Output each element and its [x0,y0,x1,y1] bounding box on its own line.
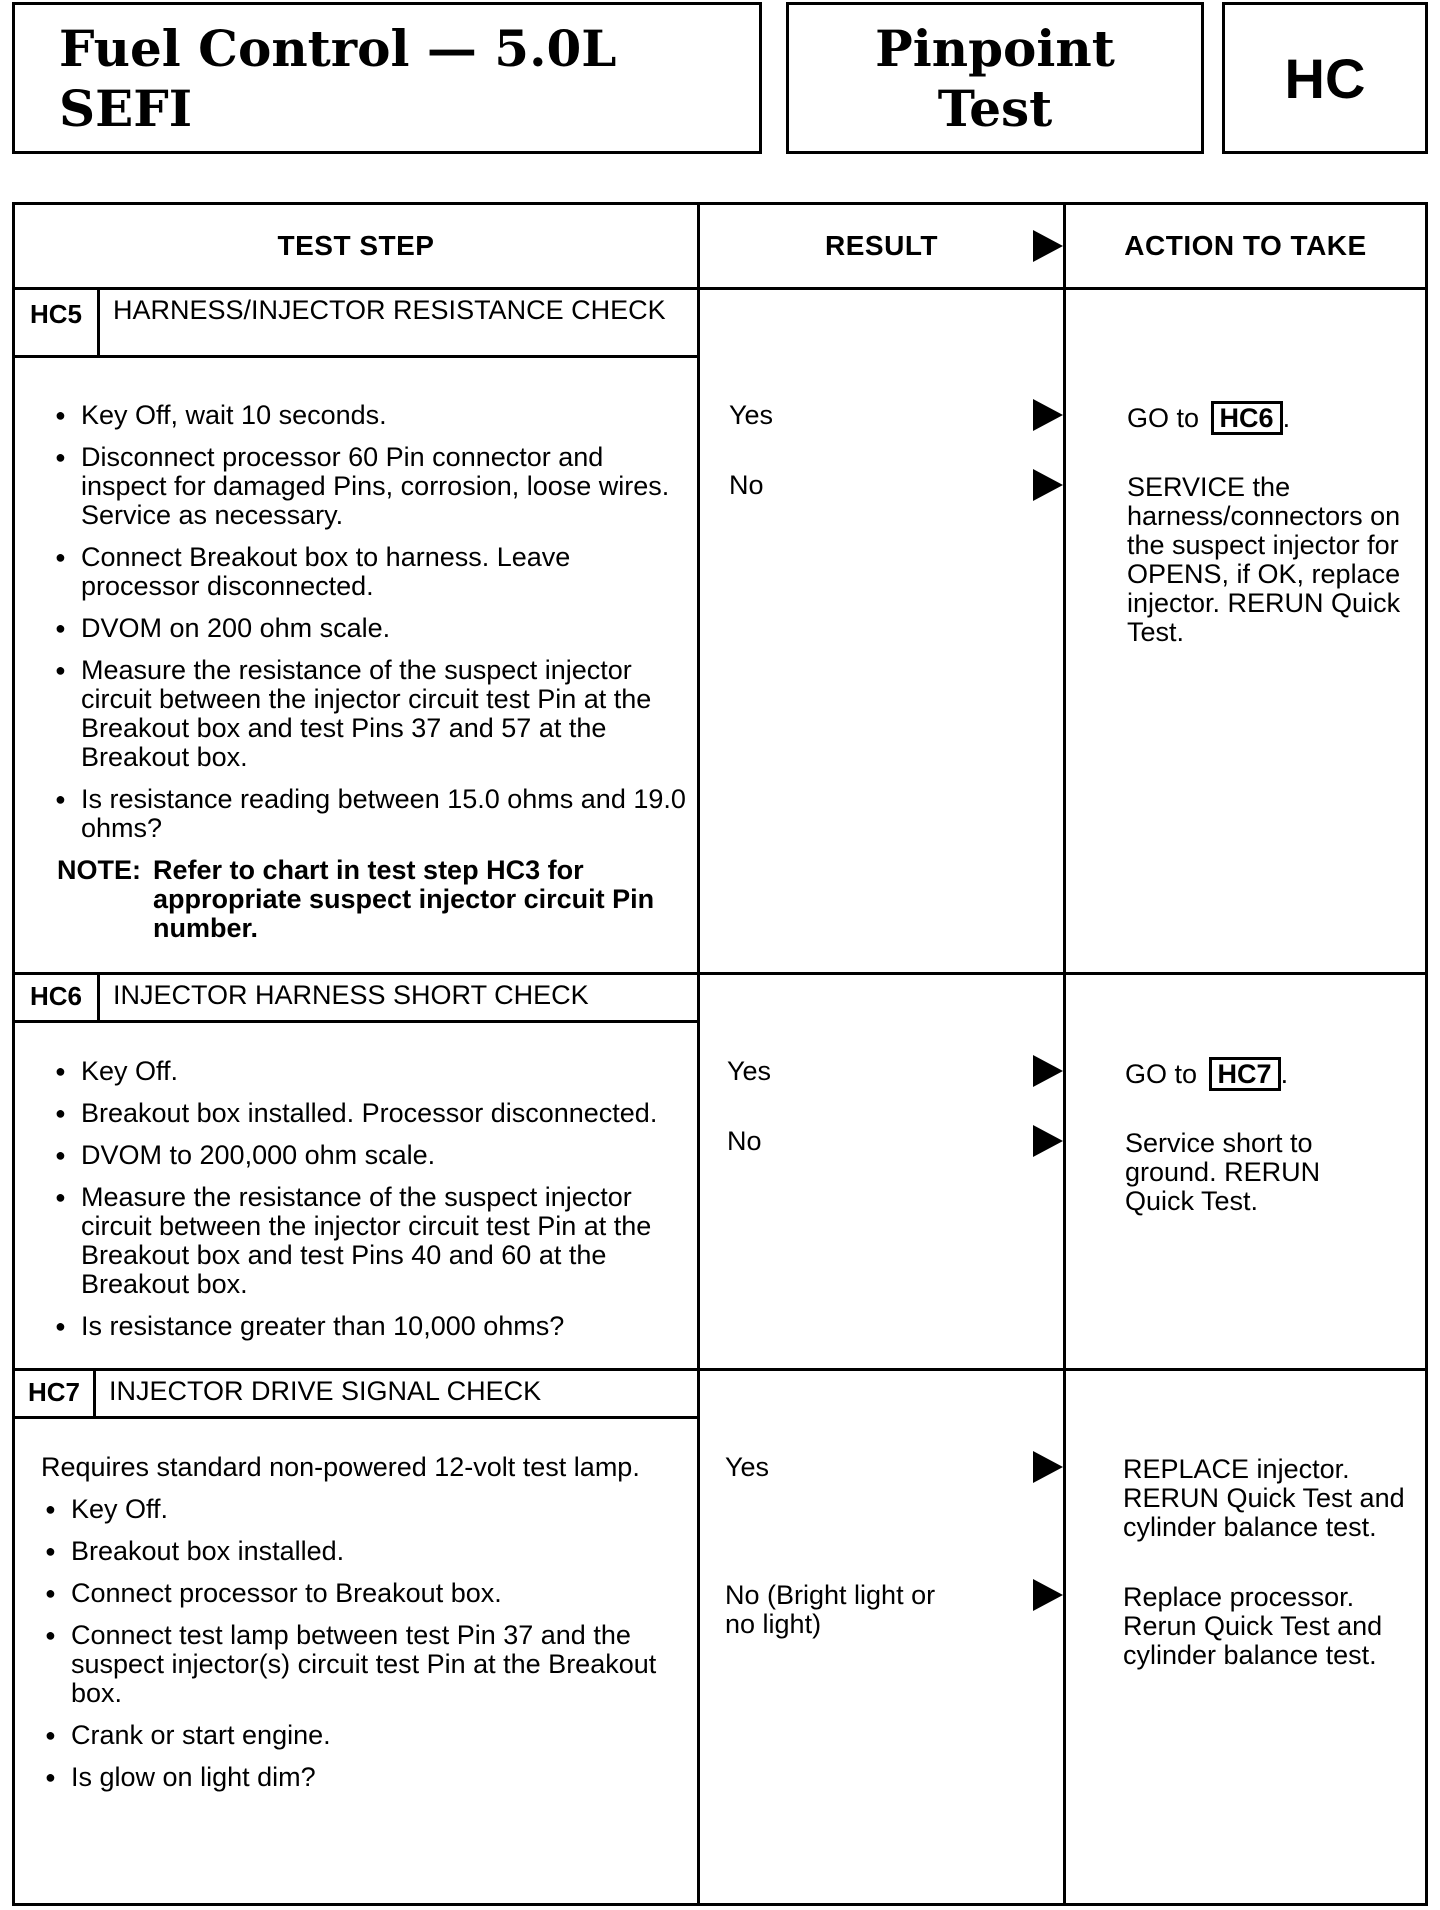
hc6-result-yes: Yes [727,1056,772,1086]
hc7-step-title: INJECTOR DRIVE SIGNAL CHECK [109,1376,542,1406]
hc6-action-no: Service short to ground. RERUN Quick Test. [1125,1128,1321,1216]
hc6-goto-suffix: . [1280,1059,1289,1089]
hc6-goto-prefix: GO to [1125,1059,1198,1089]
list-item: ● Connect test lamp between test Pin 37 and the suspect injector(s) circuit test Pin at the Breakout box. [29,1621,679,1708]
hc6-goto-link[interactable]: HC7 [1209,1057,1281,1091]
list-item: ● Measure the resistance of the suspect injector circuit between the injector circuit test Pin at the Breakout box and test Pins 37 and 57 at the Breakout box. [39,656,689,772]
document-title-line1: Fuel Control — 5.0L [59,19,617,78]
hc5-result-no: No [729,470,764,500]
hc5-step-code: HC5 [29,299,82,329]
hc5-yes-arrow-icon [1033,399,1063,431]
document-title-line2: SEFI [59,79,193,138]
hc6-result-no: No [727,1126,762,1156]
column-divider-result [697,205,700,1903]
hc7-code-divider [93,1368,96,1418]
list-item: ● Key Off, wait 10 seconds. [39,401,689,430]
hc7-yes-arrow-icon [1033,1451,1063,1483]
column-header-result [700,205,1063,287]
hc5-goto-link[interactable]: HC6 [1211,401,1283,435]
hc5-step-title: HARNESS/INJECTOR RESISTANCE CHECK [113,295,666,325]
hc7-result-no: No (Bright light or no light) [725,1580,936,1639]
hc7-step-code: HC7 [27,1377,80,1407]
hc7-no-arrow-icon [1033,1579,1063,1611]
list-item: ● DVOM on 200 ohm scale. [39,614,689,643]
hc6-no-arrow-icon [1033,1125,1063,1157]
column-divider-action [1063,205,1066,1903]
hc7-procedure [29,1453,679,1805]
column-header-test-step: TEST STEP [277,230,435,261]
hc5-goto-suffix: . [1282,403,1291,433]
hc7-result-yes: Yes [725,1452,770,1482]
hc5-title-underline [15,355,700,358]
hc5-result-yes: Yes [729,400,774,430]
list-item: ● Key Off. [39,1057,689,1086]
pinpoint-test-box [786,2,1204,154]
list-item: ● Connect Breakout box to harness. Leave processor disconnected. [39,543,689,601]
hc7-intro: Requires standard non-powered 12-volt test lamp. [41,1452,640,1482]
hc5-action-no: SERVICE the harness/connectors on the suspect injector for OPENS, if OK, replace injector. RERUN Quick Test. [1127,472,1401,647]
hc6-row-divider [15,1368,1425,1371]
pinpoint-line1: Pinpoint [875,19,1115,78]
hc5-procedure [39,401,689,943]
hc5-action-yes [1127,401,1417,435]
hc5-row-divider [15,972,1425,975]
list-item: ● Is resistance greater than 10,000 ohms? [39,1312,689,1341]
hc5-goto-prefix: GO to [1127,403,1200,433]
pinpoint-line2: Test [937,79,1053,138]
hc5-code-divider [97,287,100,357]
header-arrow-icon [1033,230,1063,262]
list-item: ● Key Off. [29,1495,679,1524]
hc6-action-yes [1125,1057,1415,1091]
hc6-step-title: INJECTOR HARNESS SHORT CHECK [113,980,589,1010]
pinpoint-test-table [12,202,1428,1906]
header-divider [15,287,1425,290]
hc7-action-no: Replace processor. Rerun Quick Test and cylinder balance test. [1123,1582,1383,1670]
hc5-note-text: Refer to chart in test step HC3 for appropriate suspect injector circuit Pin number. [153,855,655,943]
column-header-action: ACTION TO TAKE [1124,230,1367,261]
list-item: ● Breakout box installed. Processor disconnected. [39,1099,689,1128]
list-item: ● Disconnect processor 60 Pin connector and inspect for damaged Pins, corrosion, loose wires. Service as necessary. [39,443,689,530]
list-item: ● Is resistance reading between 15.0 ohms and 19.0 ohms? [39,785,689,843]
hc5-note [39,856,689,943]
hc7-action-yes: REPLACE injector. RERUN Quick Test and cylinder balance test. [1123,1454,1405,1542]
section-code: HC [1284,46,1366,110]
hc5-note-label: NOTE: [57,855,141,885]
hc6-title-underline [15,1020,700,1023]
document-title-box [12,2,762,154]
column-header-result-label: RESULT [825,230,938,261]
list-item: ● Is glow on light dim? [29,1763,679,1792]
section-code-box [1222,2,1428,154]
list-item: ● Connect processor to Breakout box. [29,1579,679,1608]
hc6-step-code: HC6 [29,981,82,1011]
list-item: ● Breakout box installed. [29,1537,679,1566]
hc7-title-underline [15,1416,700,1419]
hc5-no-arrow-icon [1033,469,1063,501]
hc6-procedure [39,1057,689,1354]
hc6-yes-arrow-icon [1033,1055,1063,1087]
hc6-code-divider [97,972,100,1022]
list-item: ● DVOM to 200,000 ohm scale. [39,1141,689,1170]
list-item: ● Measure the resistance of the suspect injector circuit between the injector circuit test Pin at the Breakout box and test Pins 40 and 60 at the Breakout box. [39,1183,689,1299]
list-item: ● Crank or start engine. [29,1721,679,1750]
